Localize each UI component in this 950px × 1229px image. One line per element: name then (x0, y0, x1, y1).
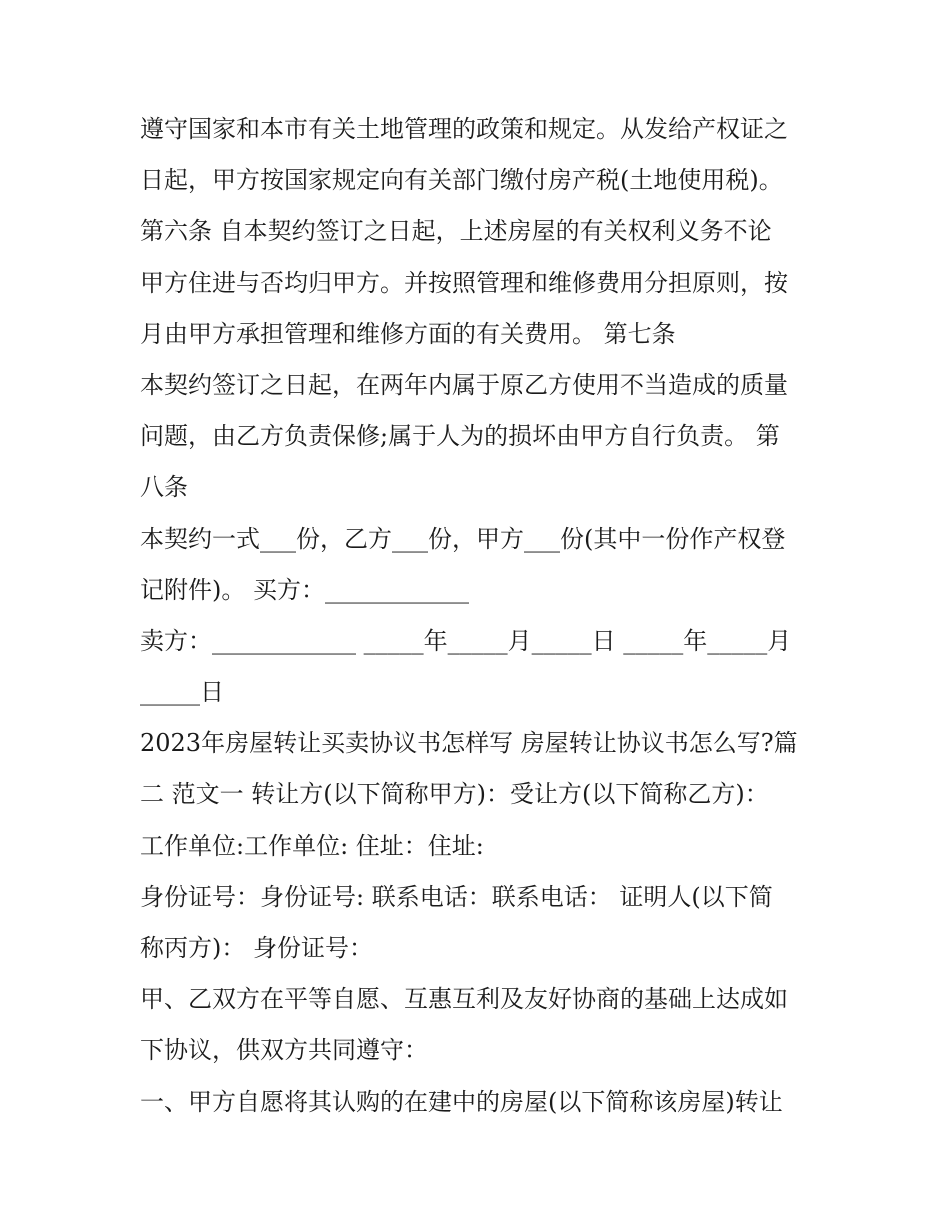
text-line: 第六条 自本契约签订之日起，上述房屋的有关权利义务不论 (140, 217, 772, 246)
document-body (140, 104, 820, 1128)
text-line: 工作单位:工作单位: 住址：住址: (140, 831, 484, 860)
text-line: 甲、乙双方在平等自愿、互惠互利及友好协商的基础上达成如 (140, 985, 788, 1014)
text-line: 下协议，供双方共同遵守： (140, 1036, 428, 1065)
text-line: 二 范文一 转让方(以下简称甲方)：受让方(以下简称乙方)： (140, 780, 769, 809)
text-line: 2023年房屋转让买卖协议书怎样写 房屋转让协议书怎么写?篇 (140, 729, 798, 758)
text-line: 甲方住进与否均归甲方。并按照管理和维修费用分担原则，按 (140, 268, 788, 297)
text-line: 身份证号：身份证号: 联系电话：联系电话： 证明人(以下简 (140, 882, 773, 911)
text-line: 月由甲方承担管理和维修方面的有关费用。 第七条 (140, 319, 676, 348)
text-line: 本契约签订之日起，在两年内属于原乙方使用不当造成的质量 (140, 370, 788, 399)
text-line: 卖方：____________ _____年_____月_____日 _____年_____月 (140, 626, 792, 655)
text-line: 称丙方)： 身份证号： (140, 934, 373, 962)
text-line: 八条 (140, 473, 188, 502)
text-line: 一、甲方自愿将其认购的在建中的房屋(以下简称该房屋)转让 (140, 1087, 783, 1116)
text-line: _____日 (140, 678, 224, 707)
text-line: 记附件)。 买方：____________ (140, 575, 469, 604)
text-line: 日起，甲方按国家规定向有关部门缴付房产税(土地使用税)。 (140, 166, 783, 195)
text-line: 遵守国家和本市有关土地管理的政策和规定。从发给产权证之 (140, 115, 788, 143)
text-line: 问题，由乙方负责保修;属于人为的损坏由甲方自行负责。 第 (140, 422, 780, 451)
text-line: 本契约一式___份，乙方___份，甲方___份(其中一份作产权登 (140, 524, 786, 553)
